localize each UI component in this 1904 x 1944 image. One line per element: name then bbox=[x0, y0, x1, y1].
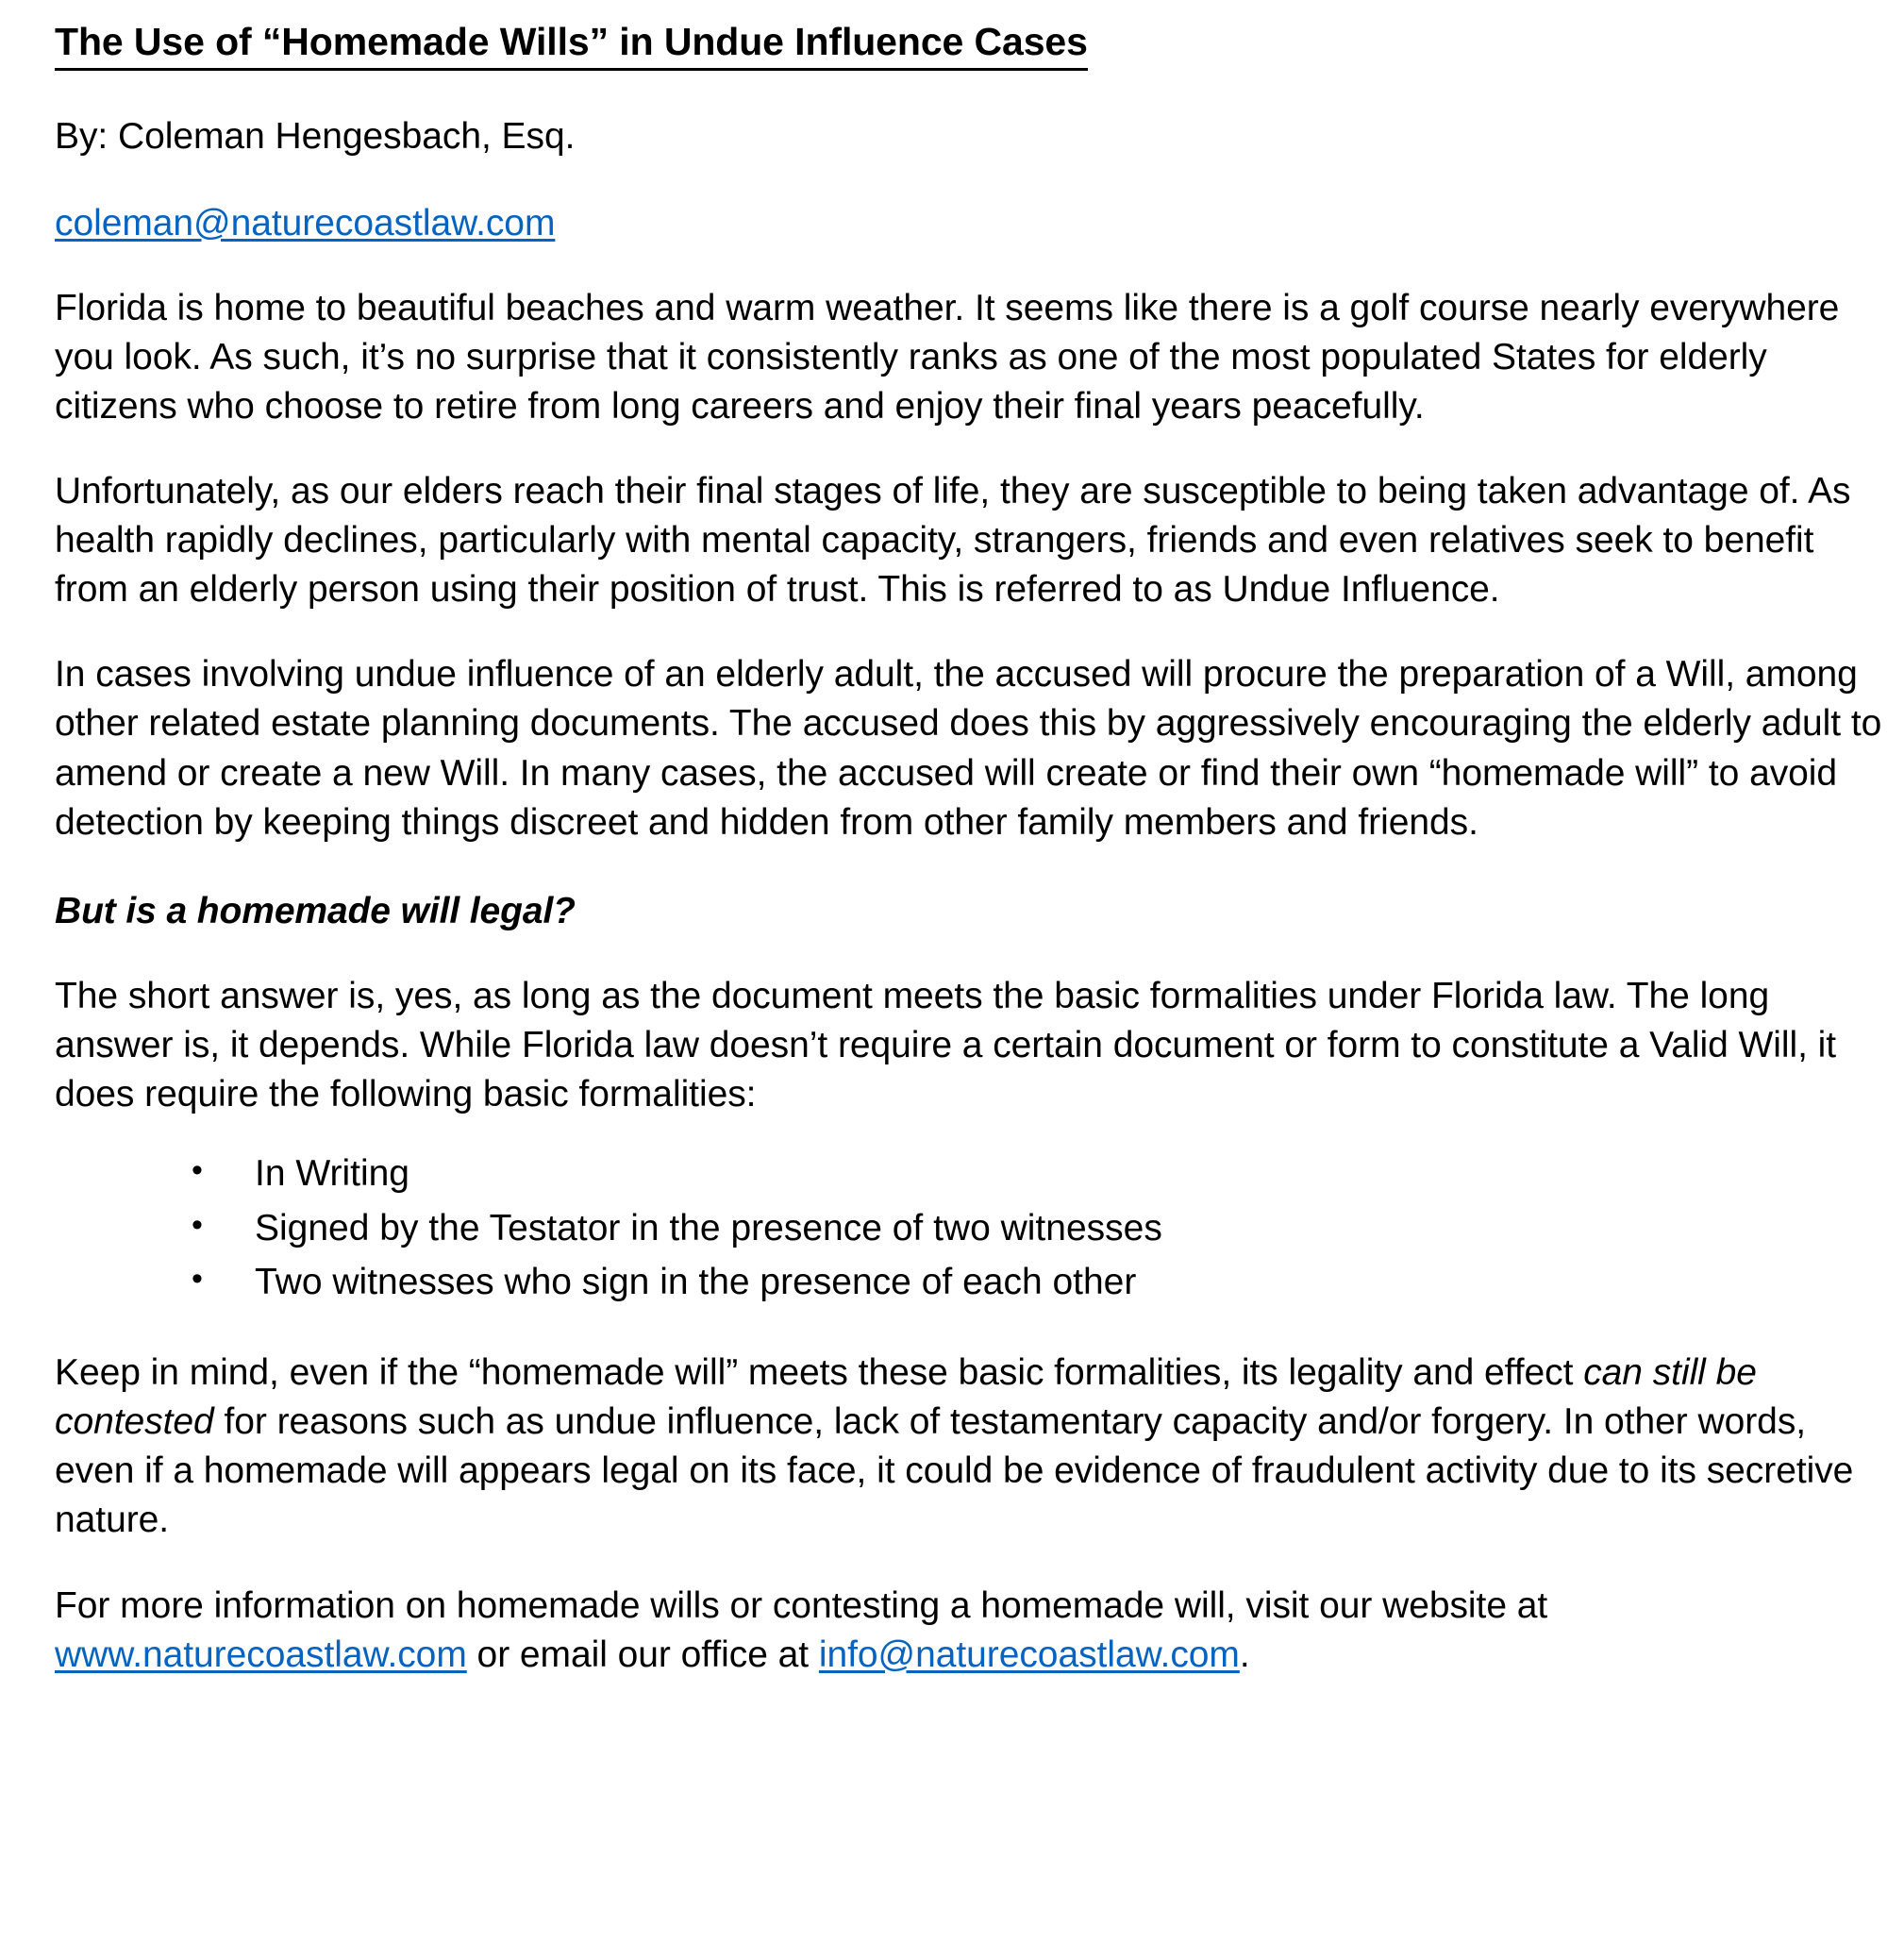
list-item bbox=[55, 1258, 1895, 1307]
spacer bbox=[55, 1313, 1895, 1349]
spacer bbox=[55, 1119, 1895, 1149]
emphasis-can-still-be-contested: can still be contested bbox=[55, 1352, 1757, 1443]
byline: By: Coleman Hengesbach, Esq. bbox=[55, 115, 576, 157]
spacer bbox=[55, 936, 1895, 972]
author-email-link[interactable]: coleman@naturecoastlaw.com bbox=[55, 202, 556, 243]
list-item-label: Signed by the Testator in the presence of two witnesses bbox=[255, 1207, 1162, 1249]
spacer bbox=[55, 248, 1895, 284]
list-item bbox=[55, 1204, 1895, 1253]
list-item-label: In Writing bbox=[255, 1152, 409, 1194]
website-link[interactable]: www.naturecoastlaw.com bbox=[55, 1634, 467, 1675]
spacer bbox=[55, 847, 1895, 887]
page-title-container bbox=[55, 13, 1895, 71]
more-info-lead: For more information on homemade wills or contesting a homemade will, visit our website at bbox=[55, 1584, 1548, 1626]
bottom-spacer bbox=[55, 1680, 1895, 1755]
author-email-line bbox=[55, 199, 1895, 248]
page-title: The Use of “Homemade Wills” in Undue Influence Cases bbox=[55, 21, 1088, 71]
spacer bbox=[55, 431, 1895, 467]
bullet-icon: • bbox=[192, 1206, 203, 1243]
spacer bbox=[55, 71, 1895, 112]
paragraph-keep-in-mind-tail: for reasons such as undue influence, lack of testamentary capacity and/or forgery. In other words, even if a homemade will appears legal on its face, it could be evidence of fraudulent activity due to its secretive nature. bbox=[55, 1401, 1854, 1541]
bullet-icon: • bbox=[192, 1261, 203, 1298]
more-info-period: . bbox=[1239, 1634, 1250, 1675]
office-email-link[interactable]: info@naturecoastlaw.com bbox=[818, 1634, 1240, 1675]
list-item-label: Two witnesses who sign in the presence of each other bbox=[255, 1262, 1137, 1303]
spacer bbox=[55, 1546, 1895, 1582]
paragraph-undue-influence-definition: Unfortunately, as our elders reach their final stages of life, they are susceptible to being taken advantage of. As health rapidly declines, particularly with mental capacity, strangers, friends and even relatives seek to benefit from an elderly person using their position of trust. This is referred to as Undue Influence. bbox=[55, 471, 1851, 611]
paragraph-florida-intro: Florida is home to beautiful beaches and warm weather. It seems like there is a golf course nearly everywhere you look. As such, it’s no surprise that it consistently ranks as one of the most populated States for elderly citizens who choose to retire from long careers and enjoy their final years peacefully. bbox=[55, 288, 1840, 427]
section-heading-is-homemade-will-legal: But is a homemade will legal? bbox=[55, 890, 576, 931]
paragraph-keep-in-mind-lead: Keep in mind, even if the “homemade will” meets these basic formalities, its legality and effect bbox=[55, 1352, 1584, 1394]
more-info-middle: or email our office at bbox=[466, 1634, 819, 1675]
paragraph-short-answer: The short answer is, yes, as long as the document meets the basic formalities under Florida law. The long answer is, it depends. While Florida law doesn’t require a certain document or form to constitute a Valid Will, it does require the following basic formalities: bbox=[55, 975, 1837, 1114]
paragraph-more-information bbox=[55, 1582, 1895, 1680]
bullet-icon: • bbox=[192, 1151, 203, 1188]
paragraph-homemade-will-procurement: In cases involving undue influence of an elderly adult, the accused will procure the preparation of a Will, among other related estate planning documents. The accused does this by aggressively encouraging the elderly adult to amend or create a new Will. In many cases, the accused will create or find their own “homemade will” to avoid detection by keeping things discreet and hidden from other family members and friends. bbox=[55, 654, 1882, 843]
spacer bbox=[55, 614, 1895, 650]
paragraph-keep-in-mind bbox=[55, 1349, 1895, 1545]
formalities-list bbox=[55, 1149, 1895, 1308]
list-item bbox=[55, 1149, 1895, 1198]
spacer bbox=[55, 161, 1895, 199]
